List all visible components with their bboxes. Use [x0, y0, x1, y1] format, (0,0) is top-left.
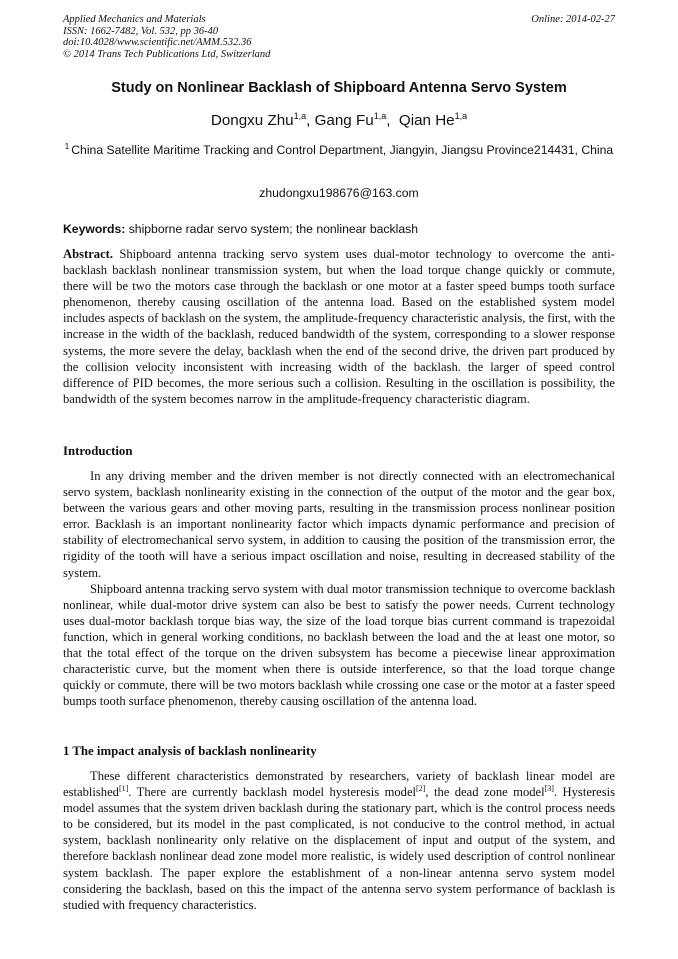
author-list: Dongxu Zhu$^{1,a}$, Gang Fu$^{1,a}$, Qian He$^{1,a}$ [210, 110, 468, 129]
section-heading-introduction: Introduction [63, 444, 133, 458]
issn-line: ISSN: 1662-7482, Vol. 532, pp 36-40 [63, 25, 219, 37]
affiliation-mark: 1 [64, 141, 70, 151]
author-email[interactable]: zhudongxu198676@163.com [259, 186, 419, 200]
abstract-text: Shipboard antenna tracking servo system uses dual-motor technology to overcome the anti-backlash backlash nonlinear transmission system, but when the load torque change quickly or commute, there will be two the motors case through the backlash or one motor at a faster speed bumps tooth surface phenomenon, thereby causing oscillation of the antenna load. Based on the established system model includes aspects of backlash on the system, the amplitude-frequency characteristic analysis, the first, with the increase in the width of the backlash, reduced bandwidth of the system, corresponding to a slower response systems, the more severe the delay, backlash when the end of the second drive, the driven part produced by the collision velocity inconsistent with increasing width of the backlash. the larger of speed control difference of PID becomes, the more serious such a collision. Resulting in the oscillation is possibility, the bandwidth of the system becomes narrow in the amplitude-frequency characteristic diagram. [63, 247, 615, 406]
introduction-body [63, 468, 615, 709]
citation-ref[interactable]: [3] [544, 783, 554, 793]
section-1-body [63, 768, 615, 913]
paragraph-text: . There are currently backlash model hysteresis model [128, 785, 417, 800]
copyright-line: © 2014 Trans Tech Publications Ltd, Switzerland [63, 48, 271, 60]
section-heading-backlash: 1 The impact analysis of backlash nonlinearity [63, 744, 317, 758]
online-date: Online: 2014-02-27 [531, 14, 615, 25]
paragraph-text: . Hysteresis model assumes that the system driven backlash during the stationary part, which is the control process needs to be considered, but its model in the past complicated, is not conducive to the control method, in actual system, backlash nonlinearity only relative on the displacement of input and output of the system, and therefore backlash nonlinear dead zone model more realistic, is widely used description of control nonlinear system backlash. The paper explore the establishment of a non-linear antenna servo system model considering the backlash, based on this the impact of the antenna servo system performance of backlash is studied with frequency characteristics. [63, 785, 615, 912]
affiliation [63, 140, 615, 161]
author-name: Dongxu Zhu [210, 112, 294, 129]
keywords-text: shipborne radar servo system; the nonlinear backlash [128, 222, 418, 236]
paragraph [63, 768, 615, 913]
author-affiliation-mark: 1,a [454, 110, 468, 121]
author-name: Gang Fu [314, 112, 374, 129]
paper-title: Study on Nonlinear Backlash of Shipboard Antenna Servo System [111, 80, 567, 96]
abstract-label: Abstract. [63, 247, 114, 261]
paragraph-text: These different characteristics demonstrated by researchers, variety of backlash linear model are established [63, 769, 615, 800]
paragraph-text: , the dead zone model [425, 785, 545, 800]
doi-line: doi:10.4028/www.scientific.net/AMM.532.36 [63, 37, 252, 49]
citation-ref[interactable]: [1] [118, 783, 129, 793]
paragraph: In any driving member and the driven member is not directly connected with an electromechanical servo system, backlash nonlinearity existing in the connection of the output of the motor and the gear box, between the various gears and other moving parts, resulting in the transmission process nonlinear position error. Backlash is an important nonlinearity factor which impacts dynamic performance and precision of stability of electromechanical servo system, in addition to causing the position of the transmission error, the rigidity of the tooth will have a serious impact oscillation and noise, resulting in decreased stability of the system. [63, 469, 615, 580]
affiliation-text: China Satellite Maritime Tracking and Control Department, Jiangyin, Jiangsu Province214431, China [71, 143, 614, 157]
page-header [63, 14, 615, 60]
author-affiliation-mark: 1,a [373, 110, 387, 121]
journal-name: Applied Mechanics and Materials [63, 14, 206, 25]
author-affiliation-mark: 1,a [293, 110, 307, 121]
author-name: Qian He [398, 112, 455, 129]
abstract [63, 246, 615, 407]
keywords-label: Keywords: [63, 222, 126, 236]
paragraph: Shipboard antenna tracking servo system with dual motor transmission technique to overcome backlash nonlinear, while dual-motor drive system can also be best to satisfy the power needs. Current technology uses dual-motor backlash torque bias way, the size of the load torque bias current command is trapezoidal function, which in general working conditions, no backlash between the load and the at least one motor, so that the total effect of the torque on the driven subsystem has become a piecewise linear approximation characteristic curve, but the moment when there is outside interference, so that the load torque change quickly or commute, there will be two motors backlash while crossing one case or the motor at a faster speed bumps tooth surface phenomenon, thereby causing oscillation of the antenna load. [63, 581, 615, 709]
citation-ref[interactable]: [2] [416, 783, 426, 793]
keywords [63, 222, 615, 236]
